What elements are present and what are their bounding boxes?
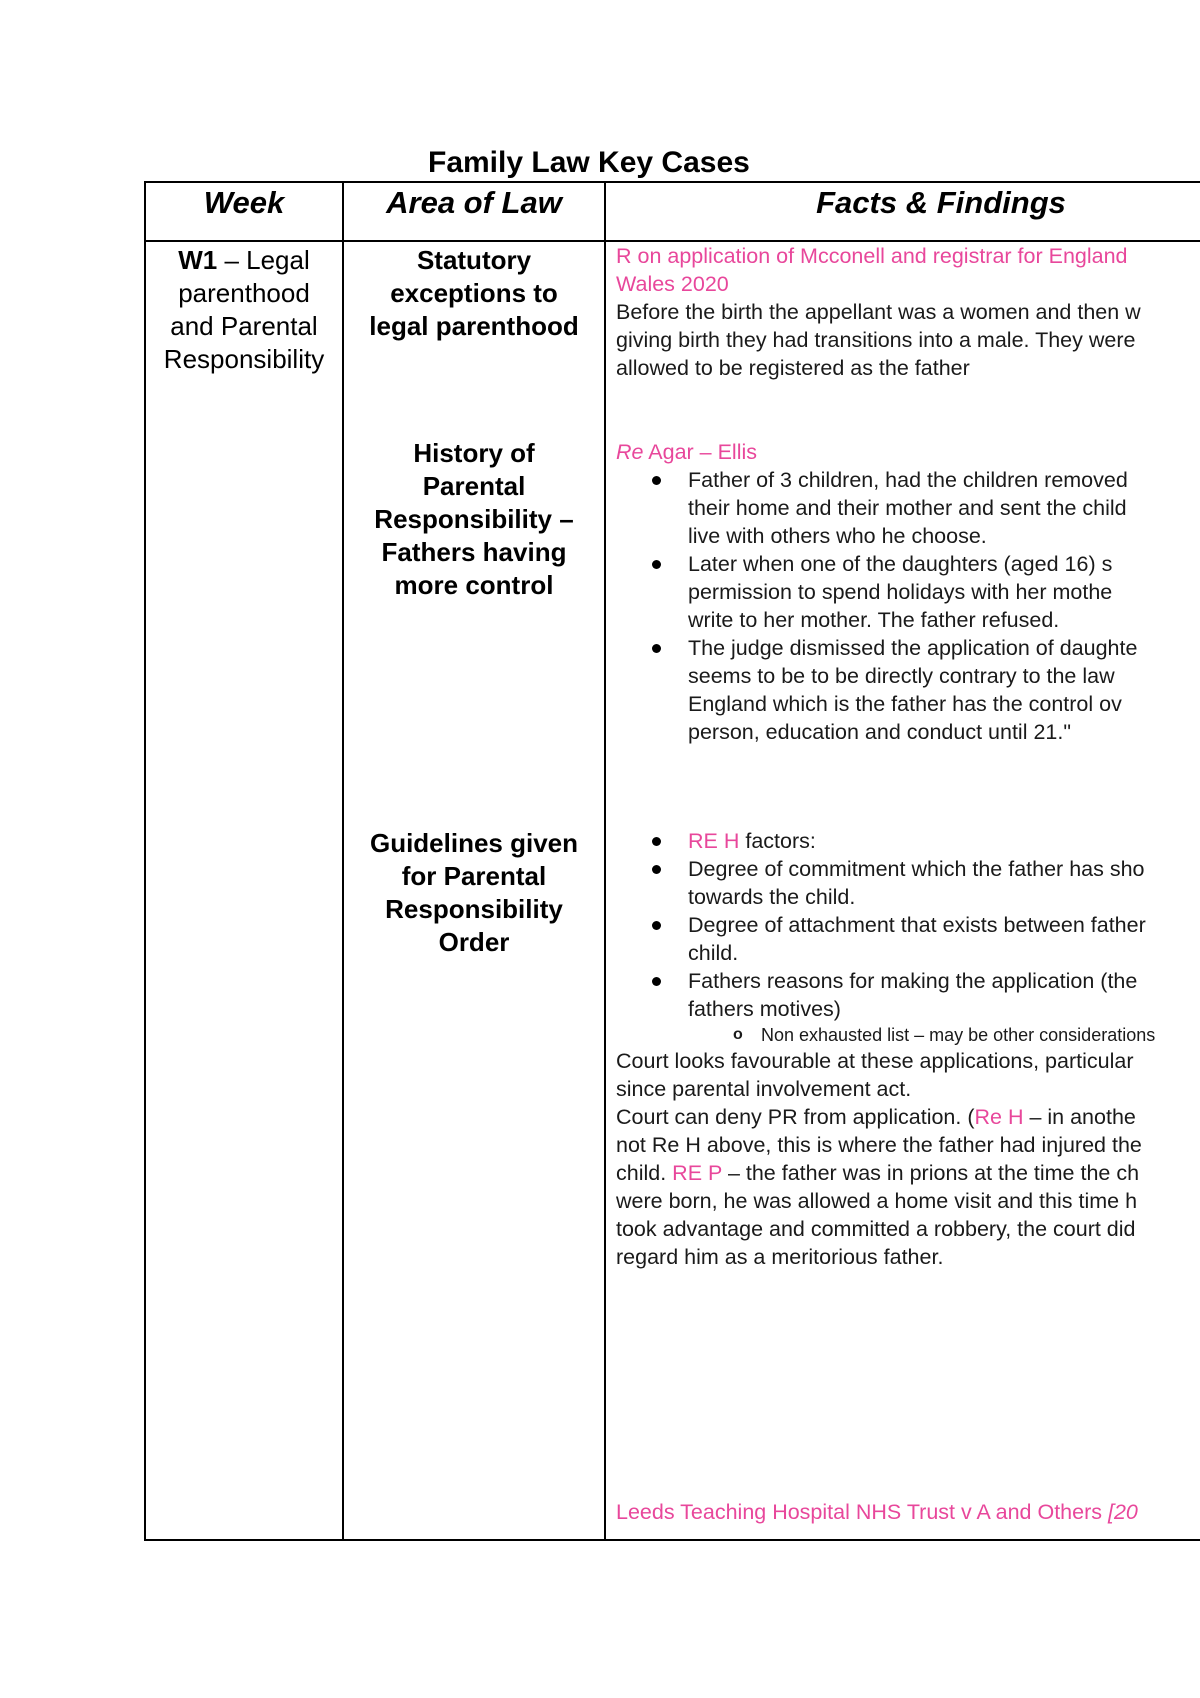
bullet-icon (652, 560, 661, 569)
bullet-line: Fathers reasons for making the application (the (688, 969, 1138, 993)
bullet-item (616, 466, 1200, 550)
bullet-line: The judge dismissed the application of daughte (688, 636, 1138, 660)
fact-text-part: – in anothe (1023, 1105, 1136, 1129)
bullet-line: child. (688, 941, 739, 965)
case-name (616, 438, 1200, 466)
column-divider-area (604, 181, 606, 1541)
document-title: Family Law Key Cases (428, 146, 750, 179)
bullet-line: seems to be to be directly contrary to the law (688, 664, 1115, 688)
bullet-line: factors: (739, 829, 816, 853)
fact-text (616, 1103, 1200, 1131)
facts-leeds-teaching-hospital (616, 1498, 1200, 1526)
fact-text-part: Court can deny PR from application. ( (616, 1105, 975, 1129)
bullet-item (616, 855, 1200, 911)
facts-mcconnell (616, 242, 1200, 382)
area-history-pr (344, 437, 604, 602)
facts-agar-ellis (616, 438, 1200, 746)
bullet-line: their home and their mother and sent the child (688, 496, 1127, 520)
bullet-icon (652, 644, 661, 653)
area-line: Parental (422, 471, 526, 501)
area-line: History of (413, 438, 535, 468)
area-line: for Parental (401, 861, 547, 891)
case-name-text: Leeds Teaching Hospital NHS Trust v A and Others (616, 1500, 1108, 1524)
fact-text: Before the birth the appellant was a women and then w (616, 300, 1141, 324)
bullet-line: England which is the father has the control ov (688, 692, 1122, 716)
area-line: legal parenthood (369, 311, 579, 341)
week-code: W1 (178, 245, 218, 275)
fact-text: since parental involvement act. (616, 1077, 912, 1101)
week-line: Responsibility (163, 344, 325, 374)
bullet-line: write to her mother. The father refused. (688, 608, 1060, 632)
bullet-item (616, 550, 1200, 634)
sub-bullet-text: Non exhausted list – may be other considerations (761, 1025, 1156, 1045)
case-name (616, 1498, 1200, 1526)
sub-bullet-item (616, 1023, 1200, 1047)
case-name-italic: Re (616, 440, 644, 464)
fact-text-part: child. (616, 1161, 673, 1185)
fact-text: allowed to be registered as the father (616, 356, 970, 380)
case-name: Re H (974, 1105, 1024, 1129)
fact-text-part: – the father was in prions at the time the ch (721, 1161, 1140, 1185)
bullet-line: Degree of commitment which the father has sho (688, 857, 1145, 881)
bullet-line: person, education and conduct until 21." (688, 720, 1071, 744)
header-facts-findings: Facts & Findings (816, 185, 1066, 220)
fact-text: giving birth they had transitions into a male. They were (616, 328, 1136, 352)
header-week: Week (203, 185, 285, 220)
case-name: Wales 2020 (616, 272, 729, 296)
area-statutory-exceptions (344, 244, 604, 343)
bullet-line: fathers motives) (688, 997, 841, 1021)
bullet-line: towards the child. (688, 885, 856, 909)
area-guidelines-pr-order (344, 827, 604, 959)
bullet-line: Later when one of the daughters (aged 16) s (688, 552, 1113, 576)
case-year: [20 (1107, 1500, 1138, 1524)
week-line: parenthood (178, 278, 310, 308)
area-line: more control (394, 570, 554, 600)
case-name: RE P (672, 1161, 722, 1185)
bullet-item (616, 967, 1200, 1023)
bullet-item (616, 911, 1200, 967)
area-line: Responsibility – (374, 504, 574, 534)
bullet-item (616, 634, 1200, 746)
area-line: Responsibility (385, 894, 563, 924)
week-title-start: – Legal (217, 245, 310, 275)
week-line: and Parental (170, 311, 318, 341)
fact-text: regard him as a meritorious father. (616, 1245, 944, 1269)
bullet-item (616, 827, 1200, 855)
bullet-line: live with others who he choose. (688, 524, 987, 548)
area-line: Guidelines given (369, 828, 579, 858)
header-area-of-law: Area of Law (386, 185, 562, 220)
area-line: exceptions to (390, 278, 558, 308)
bullet-icon (652, 837, 661, 846)
facts-re-h-factors (616, 827, 1200, 1271)
area-line: Statutory (416, 245, 532, 275)
fact-text (616, 1159, 1200, 1187)
bullet-icon (652, 921, 661, 930)
bullet-icon (652, 977, 661, 986)
fact-text: not Re H above, this is where the father had injured the (616, 1133, 1142, 1157)
week-cell (146, 244, 342, 376)
area-line: Fathers having (381, 537, 567, 567)
area-line: Order (438, 927, 510, 957)
sub-bullet-marker: o (733, 1026, 743, 1043)
case-name: R on application of Mcconell and registrar for England (616, 244, 1128, 268)
bullet-icon (652, 865, 661, 874)
bullet-line: Degree of attachment that exists between father (688, 913, 1146, 937)
bullet-line: Father of 3 children, had the children removed (688, 468, 1128, 492)
fact-text: were born, he was allowed a home visit and this time h (616, 1189, 1138, 1213)
bullet-icon (652, 476, 661, 485)
fact-text: took advantage and committed a robbery, the court did (616, 1217, 1136, 1241)
case-name-rest: Agar – Ellis (643, 440, 758, 464)
case-name: RE H (688, 829, 740, 853)
fact-text: Court looks favourable at these applications, particular (616, 1049, 1134, 1073)
bullet-line: permission to spend holidays with her mothe (688, 580, 1113, 604)
